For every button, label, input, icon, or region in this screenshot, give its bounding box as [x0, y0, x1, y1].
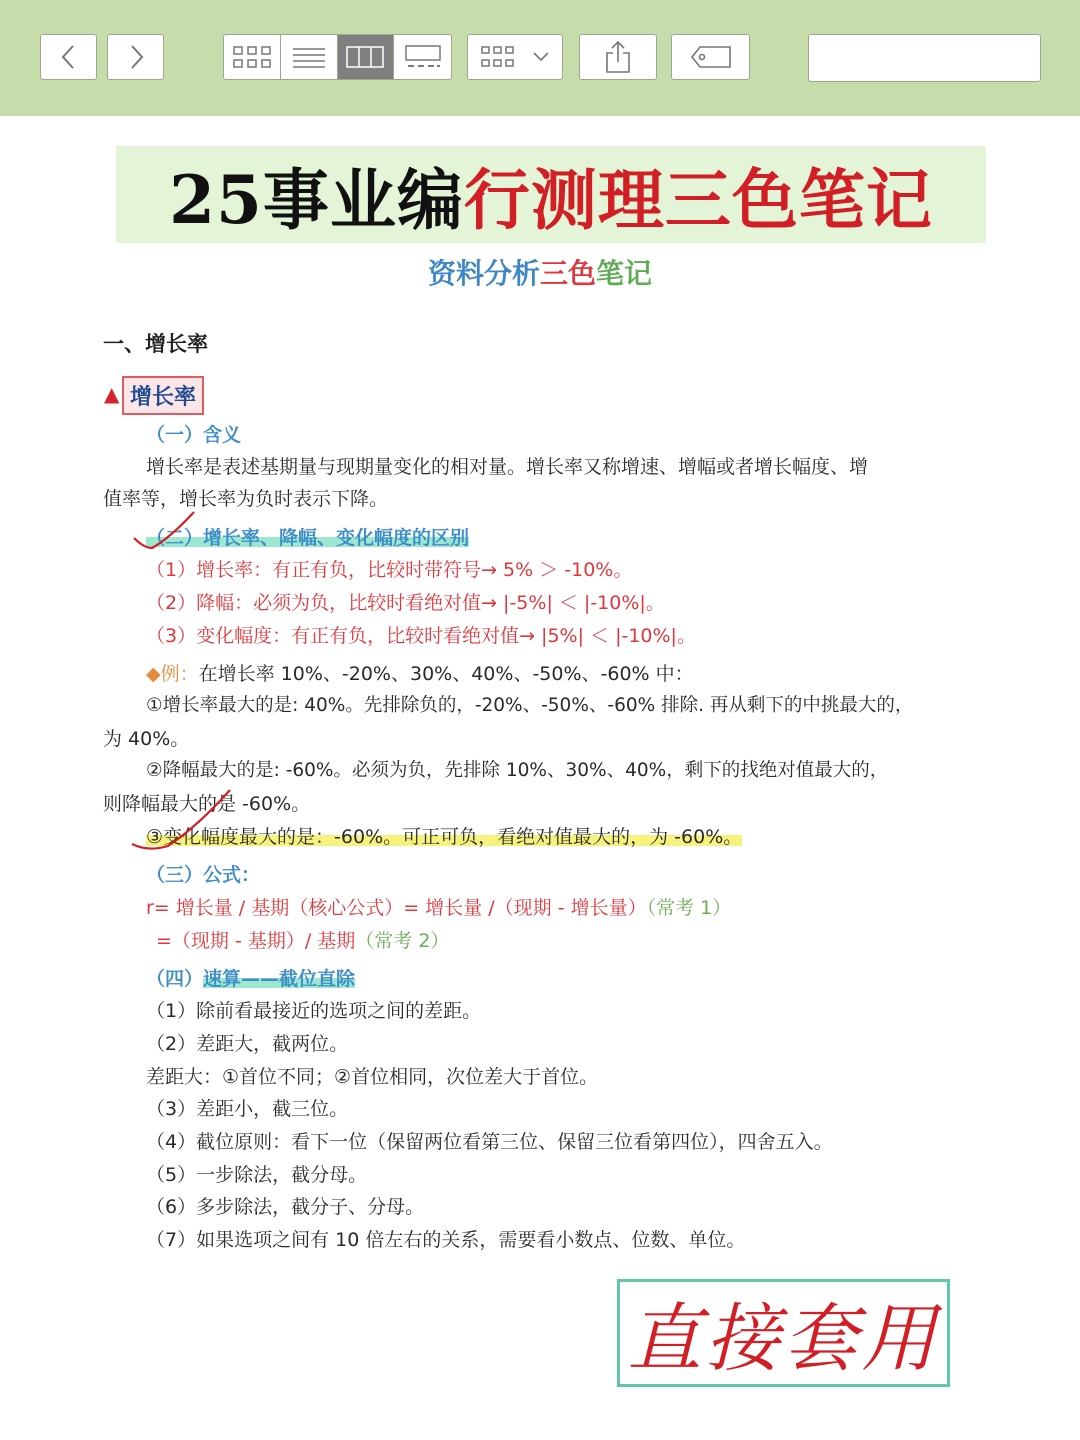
- tag-button[interactable]: [671, 34, 750, 80]
- list-view-button[interactable]: [281, 35, 338, 79]
- chevron-down-icon: [532, 51, 550, 63]
- example-1a: ①增长率最大的是: 40%。先排除负的，-20%、-50%、-60% 排除. 再从剩下的中挑最大的，: [146, 695, 914, 716]
- triangle-marker-icon: ▲: [104, 382, 120, 406]
- back-button[interactable]: [40, 34, 97, 80]
- title-black-part: 25事业编: [169, 161, 464, 239]
- example-text: 在增长率 10%、-20%、30%、40%、-50%、-60% 中：: [198, 663, 694, 685]
- columns-icon: [346, 45, 384, 69]
- share-icon: [604, 40, 632, 74]
- subtitle-blue: 资料分析: [427, 257, 540, 290]
- part1-line1: 增长率是表述基期量与现期量变化的相对量。增长率又称增速、增幅或者增长幅度、增: [146, 456, 869, 478]
- example-3-text: ③变化幅度最大的是：-60%。可正可负，看绝对值最大的，为 -60%。: [146, 826, 743, 848]
- formula-2-main: =（现期 - 基期）/ 基期: [156, 930, 356, 952]
- share-button[interactable]: [579, 34, 657, 80]
- example-2a: ②降幅最大的是: -60%。必须为负，先排除 10%、30%、40%，剩下的找绝对值最大的，: [146, 760, 889, 781]
- subtitle-green: 笔记: [596, 257, 653, 290]
- formula-1: [146, 892, 731, 924]
- list-icon: [292, 45, 326, 69]
- tag-icon: [690, 45, 732, 69]
- part2-item-1: （1）增长率：有正有负，比较时带符号→ 5% ＞ -10%。: [146, 559, 633, 581]
- part4-item-7: （6）多步除法，截分子、分母。: [146, 1196, 425, 1218]
- check-mark-icon: [130, 508, 200, 553]
- formula-2: [156, 925, 449, 957]
- part4-item-1: （1）除前看最接近的选项之间的差距。: [146, 1000, 482, 1022]
- section-tag: 增长率: [122, 376, 204, 415]
- part4-heading-text: 速算——截位直除: [203, 968, 356, 990]
- part4-heading: [146, 963, 355, 995]
- part1-line2: 值率等，增长率为负时表示下降。: [103, 488, 389, 510]
- gallery-view-button[interactable]: [394, 35, 451, 79]
- subtitle-red: 三色: [539, 257, 596, 290]
- example-1b: 为 40%。: [103, 728, 190, 750]
- formula-1-note: （常考 1）: [646, 897, 732, 919]
- part3-heading: （三）公式：: [146, 864, 261, 886]
- grid-icon: [232, 44, 272, 70]
- search-field[interactable]: [808, 34, 1041, 82]
- icon-view-button[interactable]: [224, 35, 281, 79]
- formula-2-note: （常考 2）: [355, 930, 450, 952]
- forward-button[interactable]: [107, 34, 164, 80]
- view-mode-switcher: [223, 34, 452, 80]
- part4-item-4: （3）差距小，截三位。: [146, 1098, 349, 1120]
- stamp-label: [617, 1279, 950, 1387]
- formula-1-main: r= 增长量 / 基期（核心公式）= 增长量 /（现期 - 增长量）: [146, 897, 647, 919]
- check-mark-icon: [128, 786, 238, 856]
- chevron-right-icon: [126, 44, 146, 70]
- part2-item-3: （3）变化幅度：有正有负，比较时看绝对值→ |5%| ＜ |-10%|。: [146, 625, 696, 647]
- gallery-icon: [404, 44, 442, 70]
- chevron-left-icon: [59, 44, 79, 70]
- part2-heading-text: （二）增长率、降幅、变化幅度的区别: [146, 527, 470, 549]
- part4-prefix: （四）: [146, 968, 204, 990]
- group-button[interactable]: [467, 34, 563, 80]
- stamp-text: 直接套用: [627, 1296, 940, 1382]
- subtitle: [0, 252, 1080, 292]
- part4-item-5: （4）截位原则：看下一位（保留两位看第三位、保留三位看第四位），四舍五入。: [146, 1131, 833, 1153]
- toolbar: [0, 0, 1080, 116]
- example-2b: 则降幅最大的是 -60%。: [103, 793, 311, 815]
- section-title: 一、增长率: [103, 332, 208, 356]
- search-input[interactable]: [827, 47, 1056, 70]
- part4-item-2: （2）差距大，截两位。: [146, 1033, 349, 1055]
- document-title: [116, 146, 986, 243]
- part2-item-2: （2）降幅：必须为负，比较时看绝对值→ |-5%| ＜ |-10%|。: [146, 592, 665, 614]
- group-grid-icon: [480, 44, 520, 70]
- part4-item-3: 差距大：①首位不同；②首位相同，次位差大于首位。: [146, 1066, 599, 1088]
- title-red-part: 行测理三色笔记: [463, 161, 933, 239]
- part4-item-8: （7）如果选项之间有 10 倍左右的关系，需要看小数点、位数、单位。: [146, 1229, 746, 1251]
- example-label: ◆例：: [146, 663, 199, 685]
- column-view-button[interactable]: [338, 35, 395, 79]
- part1-heading: （一）含义: [146, 424, 242, 446]
- part4-item-6: （5）一步除法，截分母。: [146, 1164, 368, 1186]
- example-line: [146, 658, 694, 690]
